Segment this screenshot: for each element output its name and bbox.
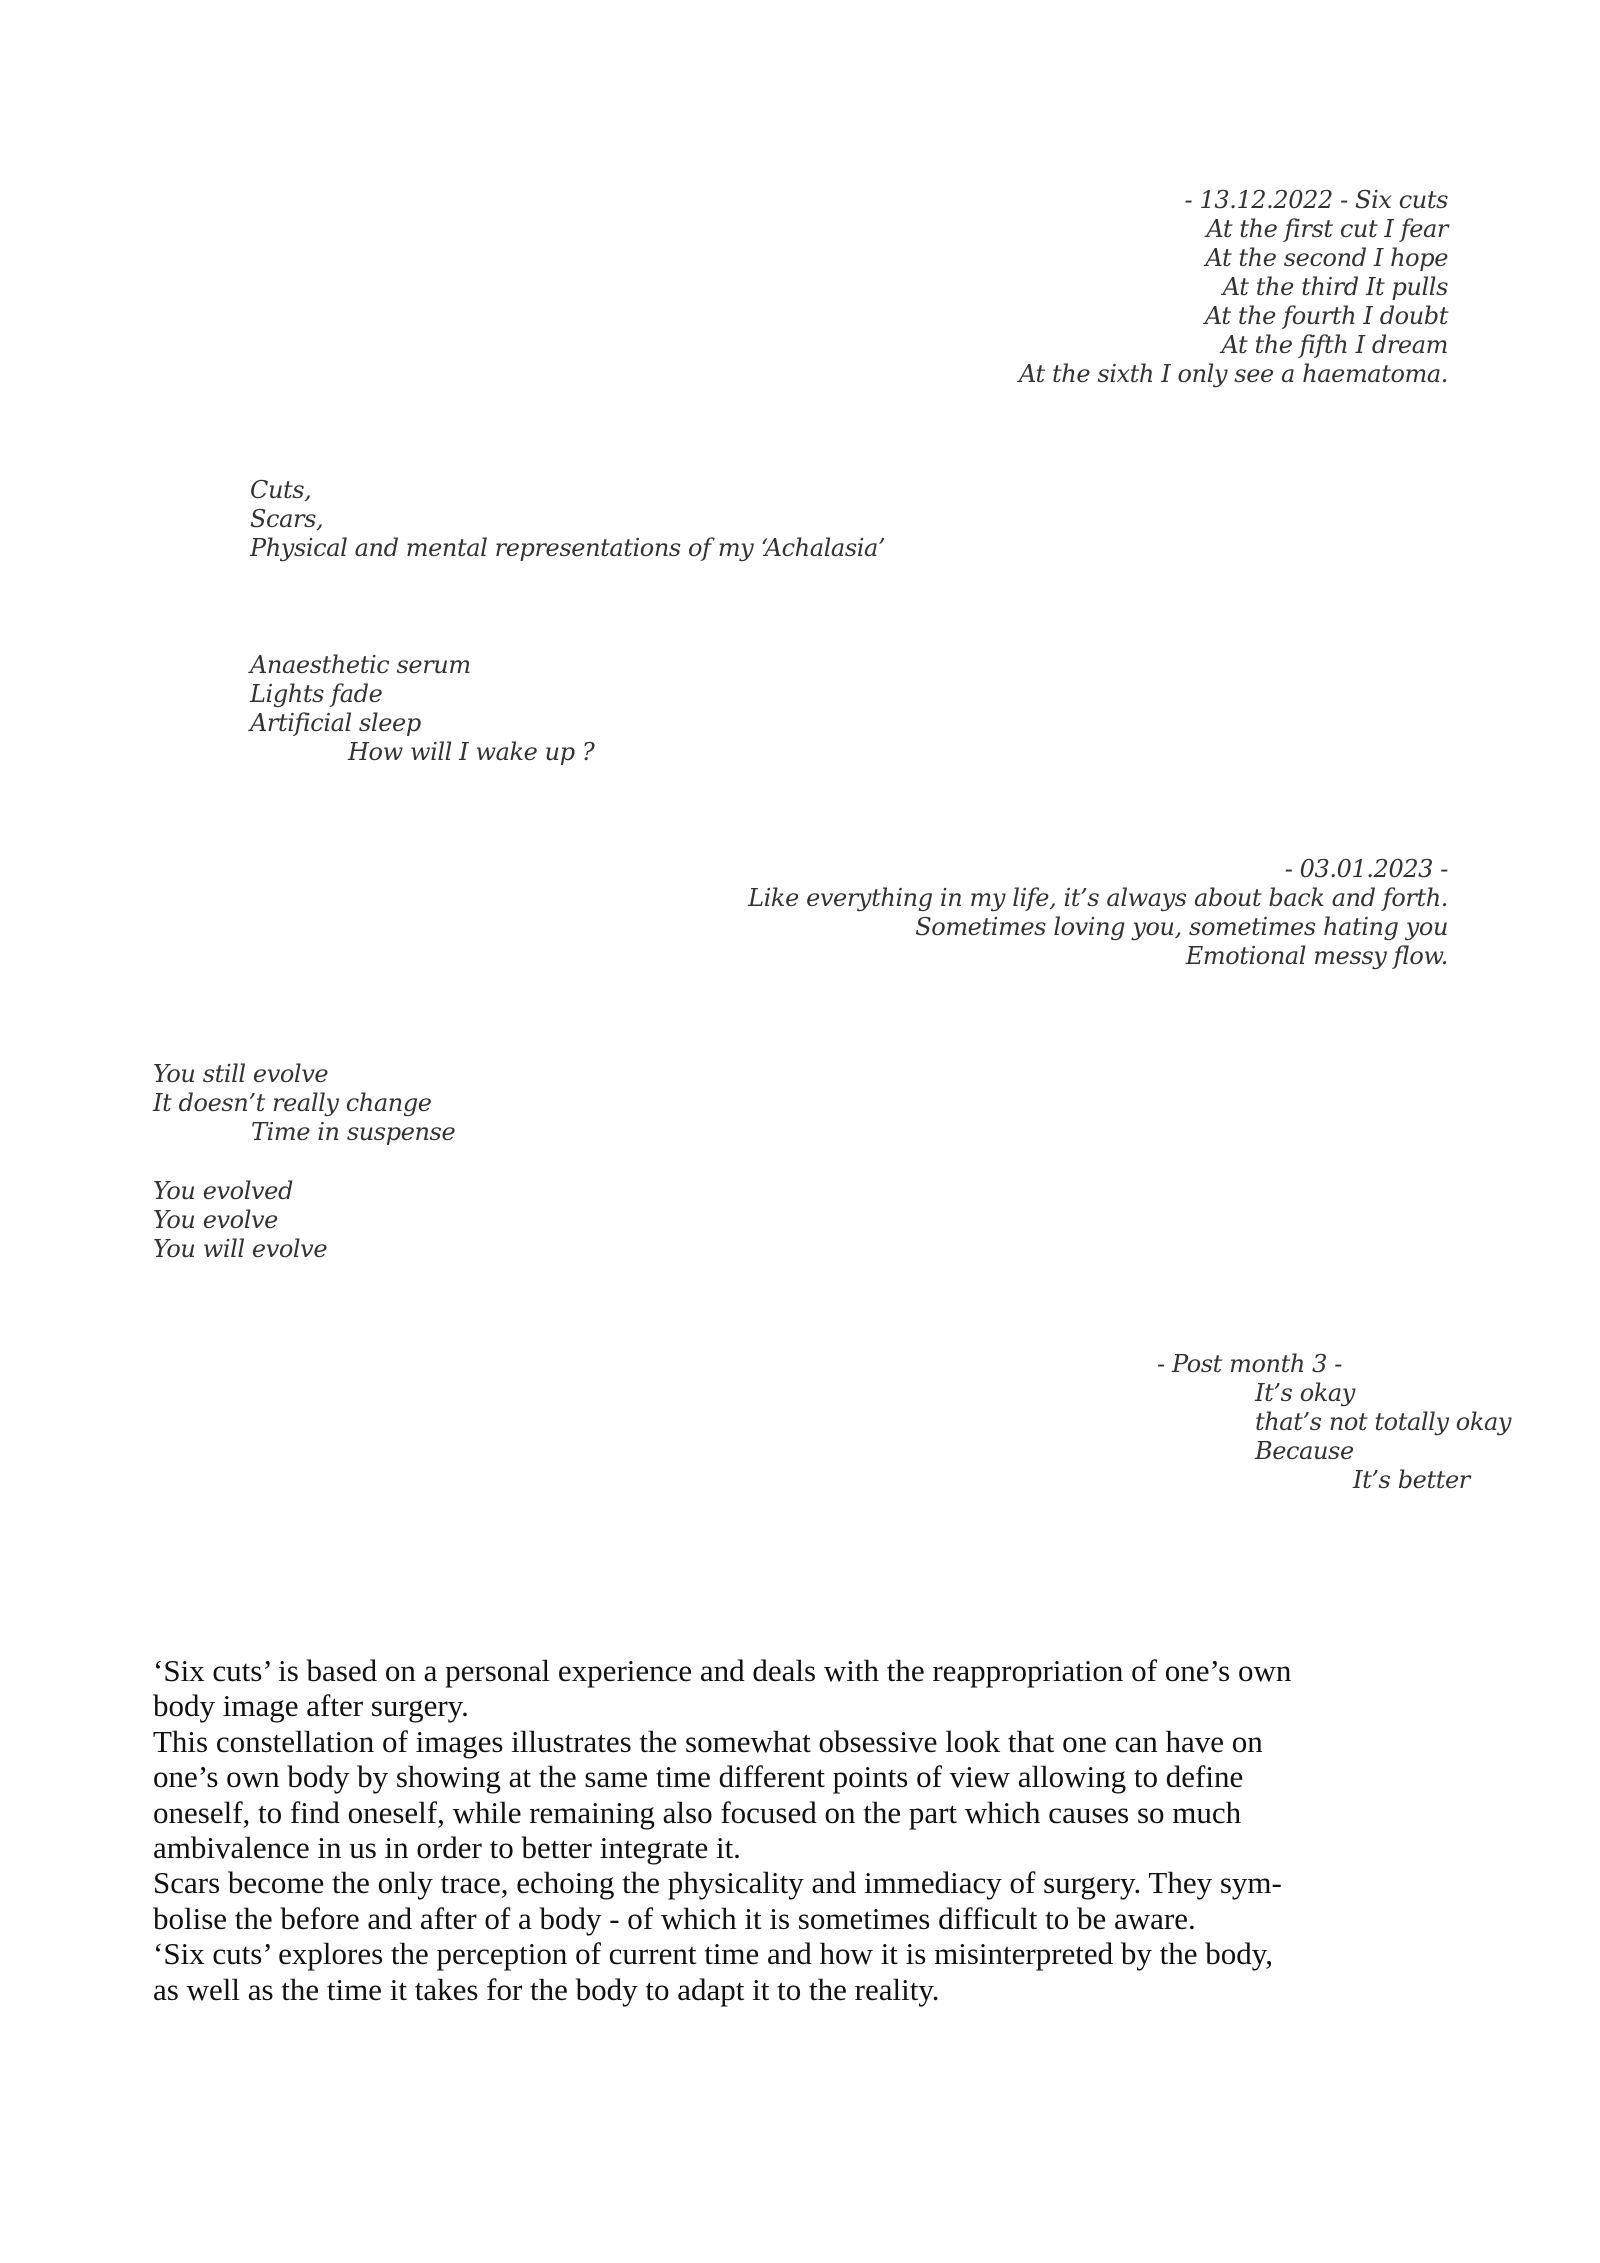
poem-line: At the second I hope <box>1205 244 1448 272</box>
poem-line: Physical and mental representations of my ‘Achalasia’ <box>250 534 886 562</box>
poem-line: At the sixth I only see a haematoma. <box>1019 360 1448 388</box>
poem-line: Emotional messy flow. <box>1185 942 1448 970</box>
description-line: oneself, to find oneself, while remaining also focused on the part which causes so much <box>153 1794 1242 1830</box>
description-line: one’s own body by showing at the same time different points of view allowing to define <box>153 1759 1244 1795</box>
poem-line: Cuts, <box>250 476 312 504</box>
description-line: This constellation of images illustrates the somewhat obsessive look that one can have on <box>153 1723 1263 1759</box>
description-paragraph <box>153 1653 1473 2007</box>
poem-line: Anaesthetic serum <box>250 651 471 679</box>
poem-line: Like everything in my life, it’s always about back and forth. <box>748 884 1448 912</box>
description-line: ambivalence in us in order to better integrate it. <box>153 1830 741 1866</box>
poem-date-heading: - Post month 3 - <box>1157 1350 1342 1378</box>
poem-line: You evolved <box>153 1177 293 1205</box>
poem-line: At the fourth I doubt <box>1204 302 1448 330</box>
poem-line: You will evolve <box>153 1235 328 1263</box>
poem-line: It’s okay <box>1255 1379 1355 1407</box>
poem-line: Time in suspense <box>251 1118 456 1146</box>
poem-line: At the third It pulls <box>1222 273 1448 301</box>
poem-line: Lights fade <box>250 680 383 708</box>
description-line: as well as the time it takes for the body to adapt it to the reality. <box>153 1971 940 2007</box>
poem-line: that’s not totally okay <box>1255 1408 1512 1436</box>
poem-date-0301 <box>748 855 1448 971</box>
poem-line: Sometimes loving you, sometimes hating you <box>915 913 1448 941</box>
poem-post-month <box>1157 1350 1511 1495</box>
poem-line: Because <box>1255 1437 1354 1465</box>
poem-anaesthetic <box>250 651 594 767</box>
poem-line: It’s better <box>1353 1466 1470 1494</box>
poem-date-heading: - 03.01.2023 - <box>1284 855 1448 883</box>
poem-line: You evolve <box>153 1206 278 1234</box>
poem-date-heading: - 13.12.2022 - Six cuts <box>1184 186 1448 214</box>
poem-line: At the first cut I fear <box>1206 215 1448 243</box>
description-line: bolise the before and after of a body - of which it is sometimes difficult to be aware. <box>153 1900 1196 1936</box>
poem-six-cuts <box>1019 186 1448 389</box>
description-line: Scars become the only trace, echoing the physicality and immediacy of surgery. They sym- <box>153 1865 1282 1901</box>
poem-line: At the fifth I dream <box>1221 331 1448 359</box>
poem-line: How will I wake up ? <box>348 738 595 766</box>
poem-line: Artificial sleep <box>250 709 421 737</box>
poem-line: Scars, <box>250 505 324 533</box>
stanza-break <box>153 1147 455 1177</box>
description-line: ‘Six cuts’ is based on a personal experience and deals with the reappropriation of one’s own <box>153 1653 1292 1688</box>
poem-evolve <box>153 1060 455 1264</box>
poem-cuts <box>250 476 885 563</box>
poem-line: It doesn’t really change <box>153 1089 432 1117</box>
poem-line: You still evolve <box>153 1060 329 1088</box>
description-line: body image after surgery. <box>153 1688 469 1724</box>
description-line: ‘Six cuts’ explores the perception of current time and how it is misinterpreted by the body, <box>153 1936 1274 1972</box>
